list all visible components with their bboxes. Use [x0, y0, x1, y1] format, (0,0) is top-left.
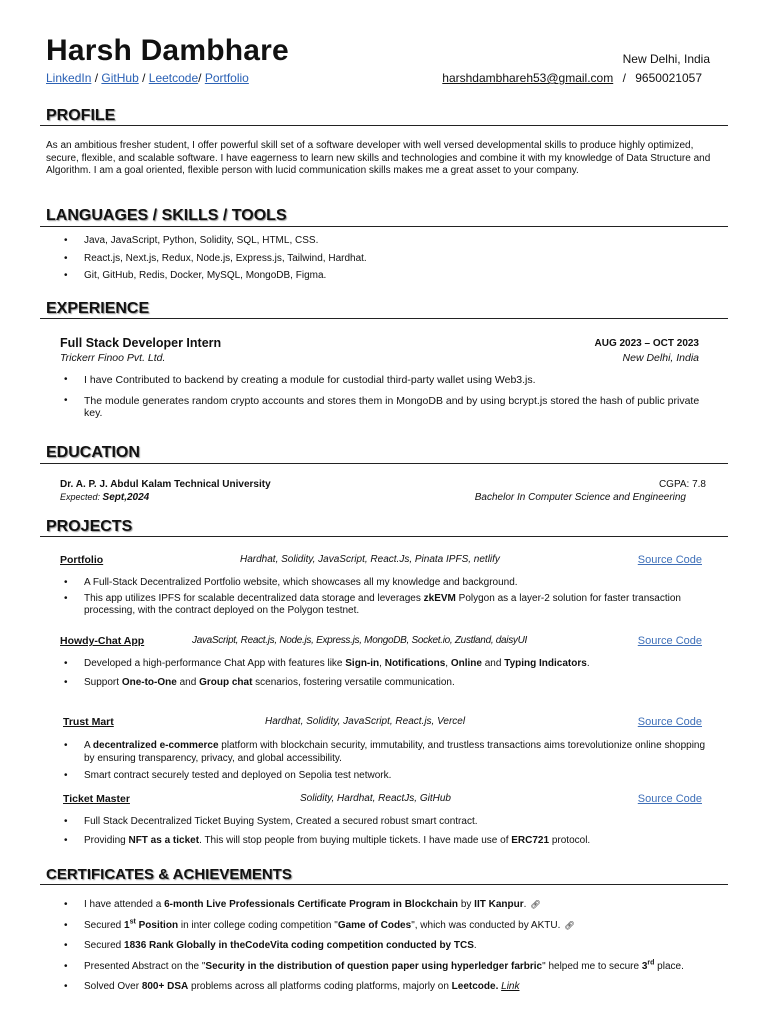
project-tech-stack: Hardhat, Solidity, JavaScript, React.js, Vercel	[265, 716, 466, 727]
text-run: Secured	[84, 919, 125, 931]
linkedin-link[interactable]: LinkedIn	[46, 71, 92, 85]
certificates-list	[60, 899, 710, 994]
text-run: Secured	[84, 940, 125, 951]
text-run: in inter college coding competition "	[178, 919, 338, 931]
text-bold: decentralized e-commerce	[92, 740, 219, 751]
degree-name: Bachelor In Computer Science and Engineering	[474, 492, 686, 503]
profile-heading: PROFILE	[46, 107, 116, 124]
superscript: st	[129, 918, 136, 926]
link-icon[interactable]: 🔗︎	[530, 900, 541, 909]
experience-heading: EXPERIENCE	[46, 300, 150, 317]
phone-number: 9650021057	[635, 71, 702, 85]
text-bold: Notifications	[384, 658, 446, 669]
source-code-link[interactable]: Source Code	[637, 716, 702, 728]
text-bold: zkEVM	[423, 592, 456, 604]
contact-separator: /	[622, 71, 626, 85]
expected-label: Expected:	[60, 492, 101, 502]
project-bullets	[60, 658, 710, 689]
project-tech-stack: Solidity, Hardhat, ReactJs, GitHub	[300, 793, 451, 804]
list-item	[60, 593, 710, 618]
text-run: protocol.	[549, 834, 591, 846]
text-run: " helped me to secure	[542, 960, 642, 972]
job-dates: AUG 2023 – OCT 2023	[594, 338, 699, 349]
text-bold: Online	[450, 658, 482, 669]
text-bold: One-to-One	[121, 676, 177, 688]
link-separator: /	[198, 71, 205, 85]
section-divider	[40, 125, 728, 126]
expected-date-value: Sept,2024	[102, 492, 150, 503]
project-title-portfolio[interactable]: Portfolio	[60, 554, 104, 566]
expected-date	[60, 492, 149, 503]
text-run: Solved Over	[84, 981, 142, 992]
text-run: and	[176, 676, 200, 688]
text-run: platform with blockchain security, immutability, and trustless transactions aims torevolutionize online shopping by ensuring transparency, privacy, and global accessibility.	[84, 740, 706, 764]
list-item	[60, 961, 710, 974]
text-bold: 3	[641, 960, 648, 972]
list-item	[60, 677, 710, 690]
text-run: Polygon as a layer-2 solution for faster transaction processing, with the contract deployed on the Polygon testnet.	[84, 592, 681, 616]
location-text: New Delhi, India	[622, 52, 710, 66]
list-item	[60, 940, 710, 953]
link-icon[interactable]: 🔗︎	[564, 920, 575, 930]
section-divider	[40, 884, 728, 885]
list-item	[60, 658, 710, 671]
project-bullets	[60, 740, 710, 783]
text-bold: Security in the distribution of question paper using hyperledger farbric	[205, 960, 543, 972]
leetcode-profile-link[interactable]: Link	[501, 981, 520, 992]
text-run: A	[84, 740, 93, 751]
github-link[interactable]: GitHub	[101, 71, 139, 85]
text-run: Support	[84, 676, 122, 688]
text-bold: Leetcode.	[451, 981, 499, 992]
source-code-link[interactable]: Source Code	[637, 635, 702, 647]
project-tech-stack: Hardhat, Solidity, JavaScript, React.Js, Pinata IPFS, netlify	[240, 554, 500, 565]
link-separator: /	[91, 71, 102, 85]
text-bold: 800+ DSA	[141, 981, 189, 992]
text-bold: NFT as a ticket	[128, 834, 200, 846]
job-location: New Delhi, India	[622, 352, 699, 364]
list-item: • Smart contract securely tested and deployed on Sepolia test network.	[60, 770, 710, 783]
section-divider	[40, 226, 728, 227]
list-item	[60, 920, 710, 933]
text-run: problems across all platforms coding platforms, majorly on	[188, 981, 452, 992]
section-divider	[40, 463, 728, 464]
source-code-link[interactable]: Source Code	[637, 554, 702, 566]
contact-info	[442, 71, 702, 85]
text-run: place.	[654, 960, 684, 972]
text-run: .	[523, 899, 527, 910]
text-run: by	[458, 899, 475, 910]
text-bold: Sign-in	[345, 658, 380, 669]
leetcode-link[interactable]: Leetcode	[148, 71, 199, 85]
text-bold: 6-month Live Professionals Certificate Program in Blockchain	[164, 899, 459, 910]
experience-list	[60, 374, 700, 419]
text-run: scenarios, fostering versatile communication.	[252, 676, 455, 688]
list-item	[60, 835, 710, 848]
list-item: • I have Contributed to backend by creating a module for custodial third-party wallet using Web3.js.	[60, 374, 700, 386]
project-title-howdy-chat[interactable]: Howdy-Chat App	[60, 635, 145, 647]
text-bold: 1	[124, 919, 130, 931]
list-item: • Java, JavaScript, Python, Solidity, SQL, HTML, CSS.	[60, 235, 367, 248]
email-link[interactable]: harshdambhareh53@gmail.com	[442, 71, 614, 85]
skills-list	[60, 235, 367, 283]
list-item	[60, 981, 710, 994]
projects-heading: PROJECTS	[46, 518, 133, 535]
text-run: . This will stop people from buying multiple tickets. I have made use of	[199, 834, 512, 846]
text-run: This app utilizes IPFS for scalable decentralized data storage and leverages	[84, 592, 424, 604]
portfolio-link[interactable]: Portfolio	[204, 71, 249, 85]
profile-text: As an ambitious fresher student, I offer powerful skill set of a software developer with well versed developmental skills to produce highly optimized, secure, flexible, and scalable software. I have eagerness to learn new skills and technologies and combine it with my knowledge of Data Structure and Algorithm. I am a goal oriented, flexible person with lucid communication skills makes me a great asset to your company.	[46, 140, 711, 176]
link-separator: /	[138, 71, 149, 85]
text-run: Presented Abstract on the "	[84, 960, 206, 972]
source-code-link[interactable]: Source Code	[637, 793, 702, 805]
text-bold: ERC721	[511, 834, 550, 846]
list-item: • The module generates random crypto accounts and stores them in MongoDB and by using bcrypt.js stored the hash of public private key.	[60, 395, 700, 419]
section-divider	[40, 536, 728, 537]
cgpa: CGPA: 7.8	[658, 479, 706, 490]
text-run: .	[473, 940, 477, 951]
education-heading: EDUCATION	[46, 444, 140, 461]
text-bold: 1836 Rank Globally in theCodeVita coding competition conducted by TCS	[124, 940, 474, 951]
text-bold: IIT Kanpur	[474, 899, 524, 910]
text-run: Developed a high-performance Chat App with features like	[84, 658, 346, 669]
list-item: • Full Stack Decentralized Ticket Buying System, Created a secured robust smart contract.	[60, 816, 710, 829]
candidate-name: Harsh Dambhare	[46, 34, 289, 67]
text-run: and	[481, 658, 505, 669]
text-run: ,	[379, 658, 385, 669]
company-name: Trickerr Finoo Pvt. Ltd.	[60, 352, 166, 364]
text-run: Providing	[84, 834, 129, 846]
certificates-heading: CERTIFICATES & ACHIEVEMENTS	[46, 866, 292, 883]
section-divider	[40, 318, 728, 319]
project-tech-stack: JavaScript, React.js, Node.js, Express.js, MongoDB, Socket.io, Zustland, daisyUI	[192, 635, 528, 646]
text-bold: Group chat	[199, 676, 253, 688]
text-bold: Game of Codes	[337, 919, 412, 931]
text-bold: Position	[135, 919, 179, 931]
superscript: rd	[647, 959, 655, 967]
project-bullets	[60, 816, 710, 847]
text-run: I have attended a	[84, 899, 165, 910]
project-title-trust-mart[interactable]: Trust Mart	[63, 716, 114, 728]
university-name: Dr. A. P. J. Abdul Kalam Technical University	[60, 479, 271, 490]
project-bullets	[60, 577, 710, 618]
skills-heading: LANGUAGES / SKILLS / TOOLS	[46, 207, 287, 224]
profile-links	[46, 71, 249, 85]
text-run: ,	[445, 658, 451, 669]
list-item	[60, 740, 710, 765]
list-item	[60, 899, 710, 912]
list-item: • A Full-Stack Decentralized Portfolio website, which showcases all my knowledge and background.	[60, 577, 710, 590]
list-item: • React.js, Next.js, Redux, Node.js, Express.js, Tailwind, Hardhat.	[60, 253, 367, 266]
project-title-ticket-master[interactable]: Ticket Master	[63, 793, 130, 805]
text-run: .	[586, 658, 590, 669]
text-bold: Typing Indicators	[504, 658, 587, 669]
job-title: Full Stack Developer Intern	[60, 336, 222, 350]
text-run: ", which was conducted by AKTU.	[411, 919, 561, 931]
list-item: • Git, GitHub, Redis, Docker, MySQL, MongoDB, Figma.	[60, 270, 367, 283]
